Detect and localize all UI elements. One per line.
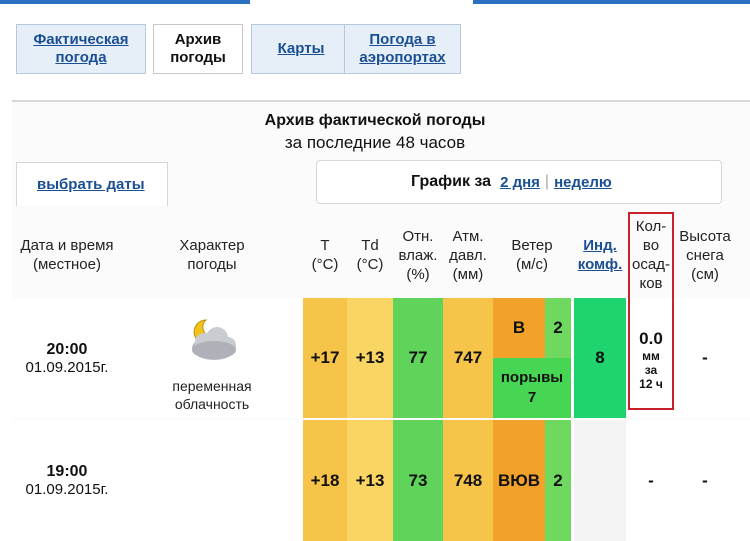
col-header-temperature: T (°C): [311, 237, 339, 273]
wind-direction: ВЮВ: [493, 420, 545, 541]
weather-description: переменная облачность: [172, 378, 252, 412]
col-header-datetime: Дата и время (местное): [20, 237, 114, 273]
wind-direction: В: [493, 298, 545, 358]
tab-maps[interactable]: Карты: [251, 24, 351, 74]
graph-label: График за: [411, 173, 492, 190]
tab-airport-weather[interactable]: Погода в аэропортах: [344, 24, 461, 74]
graph-period-bar: [316, 160, 722, 204]
col-header-wind: Ветер (м/с): [511, 237, 553, 273]
humidity-value: 73: [393, 420, 443, 541]
graph-separator: |: [544, 173, 550, 190]
comfort-index: 8: [574, 298, 626, 418]
row-datetime: 20:00 01.09.2015г.: [25, 340, 109, 376]
pressure-value: 747: [443, 298, 493, 418]
divider: [12, 100, 750, 102]
dewpoint-value: +13: [347, 420, 393, 541]
graph-2days-link[interactable]: 2 дня: [500, 173, 540, 191]
top-accent-bar: [0, 0, 750, 4]
col-header-precipitation: Кол- во осад- ков: [632, 218, 670, 292]
select-dates-link[interactable]: выбрать даты: [16, 162, 168, 206]
pressure-value: 748: [443, 420, 493, 541]
tab-weather-archive[interactable]: Архив погоды: [153, 24, 243, 74]
temperature-value: +18: [303, 420, 347, 541]
dewpoint-value: +13: [347, 298, 393, 418]
row-datetime: 19:00 01.09.2015г.: [25, 463, 109, 498]
wind-gusts: порывы 7: [493, 358, 571, 418]
col-header-snow: Высота снега (см): [679, 227, 731, 283]
comfort-index: [574, 420, 626, 541]
archive-subtitle: за последние 48 часов: [284, 133, 466, 152]
col-header-weather: Характер погоды: [179, 237, 245, 273]
col-header-dewpoint: Td (°C): [356, 237, 384, 273]
snow-value: -: [702, 348, 708, 367]
col-header-humidity: Отн. влаж. (%): [398, 227, 438, 283]
col-header-comfort-link[interactable]: Инд. комф.: [577, 237, 623, 273]
tab-actual-weather[interactable]: Фактическая погода: [16, 24, 146, 74]
archive-title: Архив фактической погоды: [264, 112, 486, 129]
precipitation-value: 0.0 мм за 12 ч: [639, 329, 663, 391]
precipitation-value: -: [648, 470, 654, 490]
wind-speed: 2: [545, 298, 571, 358]
partly-cloudy-night-icon: [180, 310, 244, 366]
graph-week-link[interactable]: неделю: [554, 173, 612, 191]
humidity-value: 77: [393, 298, 443, 418]
wind-speed: 2: [545, 420, 571, 541]
snow-value: -: [702, 470, 708, 490]
col-header-pressure: Атм. давл. (мм): [449, 227, 487, 283]
temperature-value: +17: [303, 298, 347, 418]
